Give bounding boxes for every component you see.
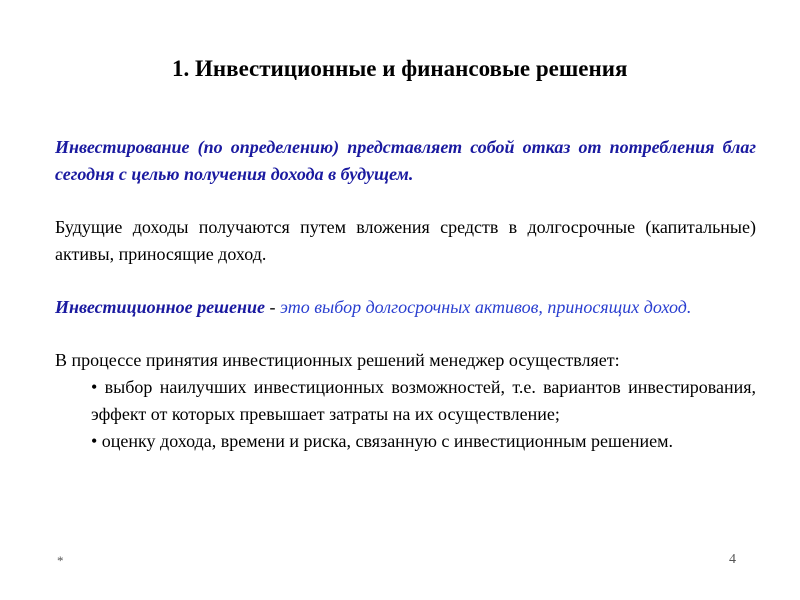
spacer (55, 268, 756, 294)
definition-paragraph: Инвестирование (по определению) представляет собой отказ от потребления благ сегодня с целью получения дохода в будущем. (55, 137, 756, 184)
manager-process-paragraph: В процессе принятия инвестиционных решений менеджер осуществляет: (55, 350, 620, 370)
investment-decision-term: Инвестиционное решение (55, 297, 266, 317)
list-item: • выбор наилучших инвестиционных возможностей, т.е. вариантов инвестирования, эффект от которых превышает затраты на их осуществление; (91, 377, 756, 424)
list-item: • оценку дохода, времени и риска, связанную с инвестиционным решением. (91, 431, 673, 451)
page-number: 4 (729, 552, 736, 567)
manager-tasks-list (55, 374, 756, 455)
investment-decision-definition: это выбор долгосрочных активов, приносящих доход. (280, 297, 692, 317)
slide-title: 1. Инвестиционные и финансовые решения (172, 56, 628, 81)
term-dash: - (265, 297, 281, 317)
spacer (55, 321, 756, 347)
footer-marker: * (57, 553, 64, 568)
investment-decision-paragraph (55, 294, 756, 321)
future-income-paragraph: Будущие доходы получаются путем вложения средств в долгосрочные (капитальные) активы, приносящие доход. (55, 217, 756, 264)
slide-content (55, 134, 756, 455)
spacer (55, 188, 756, 214)
